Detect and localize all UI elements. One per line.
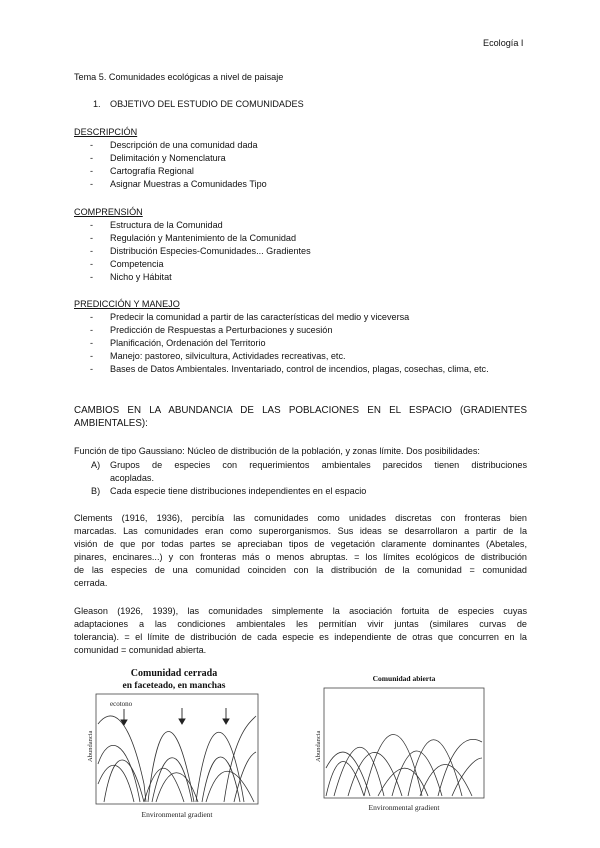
possibility-line: acopladas.: [110, 473, 154, 483]
paragraph-line: visión de que por todas partes se apreciaban tipos de vegetación claramente dominantes (Abetales,: [74, 539, 527, 549]
paragraph-line: adaptaciones a las condiciones ambientales les permitían vivir juntas (similares curvas de: [74, 619, 527, 629]
comprension-title: COMPRENSIÓN: [74, 207, 143, 217]
paragraph-line: marcadas. Las comunidades eran como superorganismos. Sus ideas se desarrollaron a partir de la: [74, 526, 527, 536]
funcion-intro: Función de tipo Gaussiano: Núcleo de distribución de la población, y zonas límite. Dos posibilidades:: [74, 446, 480, 456]
y-axis-label: Abundancia: [87, 730, 94, 762]
section-heading: OBJETIVO DEL ESTUDIO DE COMUNIDADES: [110, 99, 304, 109]
paragraph-line: cerrada.: [74, 578, 108, 588]
figure-subtitle: en faceteado, en manchas: [122, 681, 226, 691]
prediccion-list: [90, 311, 526, 376]
list-item: - Delimitación y Nomenclatura: [90, 152, 526, 165]
descripcion-title: DESCRIPCIÓN: [74, 127, 138, 137]
figure-closed-community: [84, 664, 264, 822]
possibility-line: Grupos de especies con requerimientos ambientales parecidos tienen distribuciones: [110, 460, 527, 470]
possibility-label: A): [91, 460, 101, 470]
prediccion-title: PREDICCIÓN Y MANEJO: [74, 299, 180, 309]
descripcion-list: [90, 139, 526, 191]
paragraph-line: de las especies de una comunidad coinciden con la distribución de la comunidad = comunidad: [74, 565, 527, 575]
gleason-paragraph: [74, 605, 527, 657]
figure-title: Comunidad cerrada: [130, 668, 218, 679]
clements-paragraph: [74, 512, 527, 590]
course-header: Ecología I: [483, 38, 524, 48]
list-item: - Bases de Datos Ambientales. Inventariado, control de incendios, plagas, cosechas, clima, etc.: [90, 363, 526, 376]
list-item: - Predicción de Respuestas a Perturbaciones y sucesión: [90, 324, 526, 337]
x-axis-label: Environmental gradient: [141, 810, 213, 819]
list-item: - Distribución Especies-Comunidades... Gradientes: [90, 245, 526, 258]
list-item: - Descripción de una comunidad dada: [90, 139, 526, 152]
paragraph-line: tolerancia). = el límite de distribución de cada especie es independiente de otras que concurren en la: [74, 632, 527, 642]
list-item: - Asignar Muestras a Comunidades Tipo: [90, 178, 526, 191]
topic-title: Tema 5. Comunidades ecológicas a nivel de paisaje: [74, 72, 284, 82]
possibility-a: [110, 459, 527, 485]
cambios-heading: [74, 404, 527, 430]
list-item: - Manejo: pastoreo, silvicultura, Actividades recreativas, etc.: [90, 350, 526, 363]
list-item: - Nicho y Hábitat: [90, 271, 526, 284]
list-item: - Competencia: [90, 258, 526, 271]
possibility-label: B): [91, 486, 101, 496]
section-number: 1.: [93, 99, 101, 109]
list-item: - Cartografía Regional: [90, 165, 526, 178]
list-item: - Planificación, Ordenación del Territorio: [90, 337, 526, 350]
cambios-heading-line: CAMBIOS EN LA ABUNDANCIA DE LAS POBLACIONES EN EL ESPACIO (GRADIENTES: [74, 405, 527, 416]
figure-open-community: [312, 672, 492, 822]
y-axis-label: Abundancia: [315, 730, 322, 762]
paragraph-line: pinares, encinares...) y con fronteras más o menos abruptas. = los límites ecológicos de distribución: [74, 552, 527, 562]
list-item: - Predecir la comunidad a partir de las características del medio y viceversa: [90, 311, 526, 324]
list-item: - Regulación y Mantenimiento de la Comunidad: [90, 232, 526, 245]
paragraph-line: Clements (1916, 1936), percibía las comunidades como unidades discretas con fronteras bien: [74, 513, 527, 523]
ecotone-label: ecotono: [110, 700, 133, 708]
list-item: - Estructura de la Comunidad: [90, 219, 526, 232]
paragraph-line: Gleason (1926, 1939), las comunidades simplemente la asociación fortuita de especies cuyas: [74, 606, 527, 616]
comprension-list: [90, 219, 526, 284]
figure-title: Comunidad abierta: [372, 674, 436, 683]
x-axis-label: Environmental gradient: [368, 803, 440, 812]
paragraph-line: comunidad = comunidad abierta.: [74, 645, 207, 655]
possibility-b: Cada especie tiene distribuciones independientes en el espacio: [110, 486, 367, 496]
cambios-heading-line: AMBIENTALES):: [74, 418, 148, 429]
